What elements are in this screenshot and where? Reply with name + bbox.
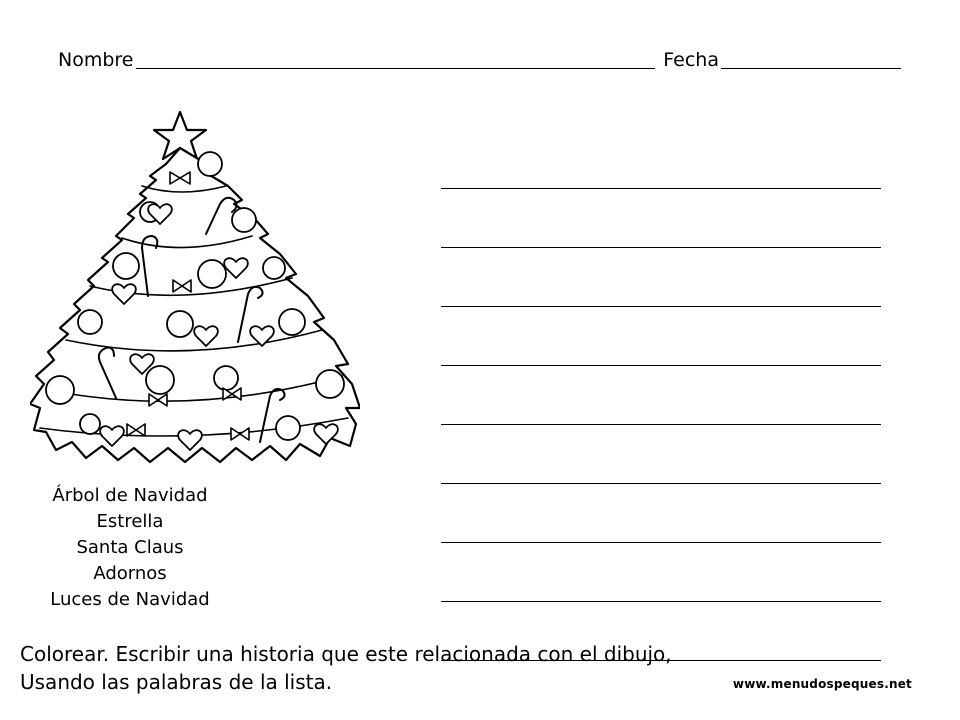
writing-line[interactable] [441,543,881,602]
word-list-item: Adornos [93,563,167,584]
word-list-item: Árbol de Navidad [52,485,208,506]
word-list-item: Santa Claus [76,537,184,558]
instructions-line-2: Usando las palabras de la lista. [20,670,333,694]
worksheet-header [58,45,903,73]
name-label: Nombre [58,49,134,71]
name-blank-line[interactable] [136,50,656,69]
date-label: Fecha [663,49,719,71]
writing-line[interactable] [441,425,881,484]
writing-line[interactable] [441,366,881,425]
word-list-item: Luces de Navidad [50,589,210,610]
instructions-line-1: Colorear. Escribir una historia que este relacionada con el dibujo, [20,642,672,666]
writing-line[interactable] [441,484,881,543]
writing-line[interactable] [441,189,881,248]
writing-line[interactable] [441,248,881,307]
word-list-item: Estrella [96,511,164,532]
instructions [20,640,820,696]
tree-outline [30,148,360,462]
writing-line[interactable] [441,130,881,189]
date-blank-line[interactable] [721,50,901,69]
christmas-tree-icon [30,108,360,468]
website-credit: www.menudospeques.net [732,677,912,691]
word-list [30,483,230,613]
writing-line[interactable] [441,307,881,366]
writing-lines [441,130,881,661]
